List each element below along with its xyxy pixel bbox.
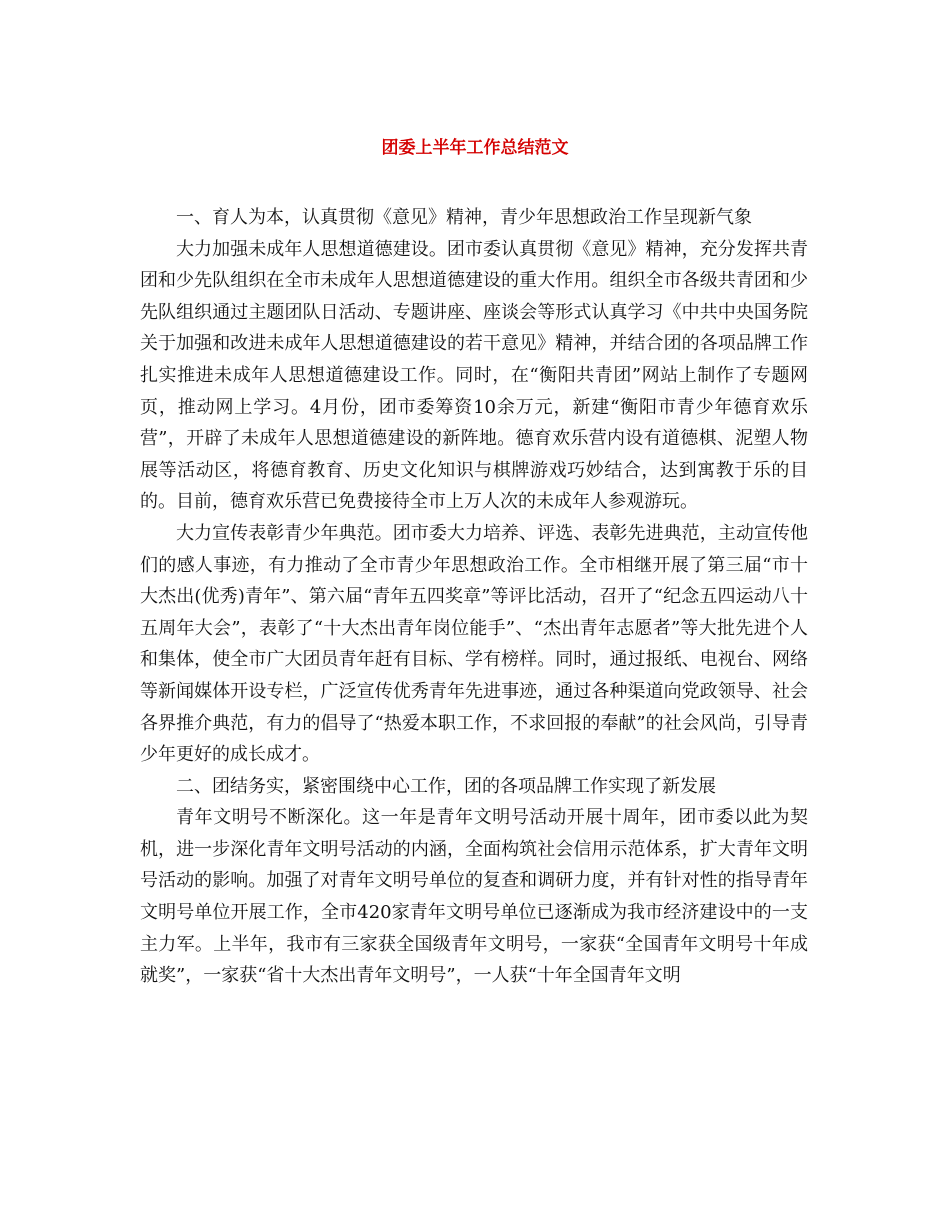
section-heading-1: 一、育人为本，认真贯彻《意见》精神，青少年思想政治工作呈现新气象 (176, 207, 752, 228)
section-heading-2: 二、团结务实，紧密围绕中心工作，团的各项品牌工作实现了新发展 (176, 775, 716, 797)
document-title: 团委上半年工作总结范文 (381, 138, 569, 158)
paragraph-moral-education: 大力加强未成年人思想道德建设。团市委认真贯彻《意见》精神，充分发挥共青团和少先队组织在全市未成年人思想道德建设的重大作用。组织全市各级共青团和少先队组织通过主题团队日活动、专题讲座、座谈会等形式认真学习《中共中央国务院关于加强和改进未成年人思想道德建设的若干意见》精神，并结合团的各项品牌工作扎实推进未成年人思想道德建设工作。同时，在“衡阳共青团”网站上制作了专题网页，推动网上学习。4月份，团市委筹资10余万元，新建“衡阳市青少年德育欢乐营”，开辟了未成年人思想道德建设的新阵地。德育欢乐营内设有道德棋、泥塑人物展等活动区，将德育教育、历史文化知识与棋牌游戏巧妙结合，达到寓教于乐的目的。目前，德育欢乐营已免费接待全市上万人次的未成年人参观游玩。 (140, 238, 808, 513)
paragraph-youth-models: 大力宣传表彰青少年典范。团市委大力培养、评选、表彰先进典范，主动宣传他们的感人事迹，有力推动了全市青少年思想政治工作。全市相继开展了第三届“市十大杰出(优秀)青年”、第六届“青年五四奖章”等评比活动，召开了“纪念五四运动八十五周年大会”，表彰了“十大杰出青年岗位能手”、“杰出青年志愿者”等大批先进个人和集体，使全市广大团员青年赶有目标、学有榜样。同时，通过报纸、电视台、网络等新闻媒体开设专栏，广泛宣传优秀青年先进事迹，通过各种渠道向党政领导、社会各界推介典范，有力的倡导了“热爱本职工作，不求回报的奉献”的社会风尚，引导青少年更好的成长成才。 (140, 522, 808, 766)
paragraph-youth-civilization: 青年文明号不断深化。这一年是青年文明号活动开展十周年，团市委以此为契机，进一步深化青年文明号活动的内涵，全面构筑社会信用示范体系，扩大青年文明号活动的影响。加强了对青年文明号单位的复查和调研力度，并有针对性的指导青年文明号单位开展工作，全市420家青年文明号单位已逐渐成为我市经济建设中的一支主力军。上半年，我市有三家获全国级青年文明号，一家获“全国青年文明号十年成就奖”，一家获“省十大杰出青年文明号”，一人获“十年全国青年文明 (140, 807, 808, 987)
document-body (140, 202, 808, 992)
